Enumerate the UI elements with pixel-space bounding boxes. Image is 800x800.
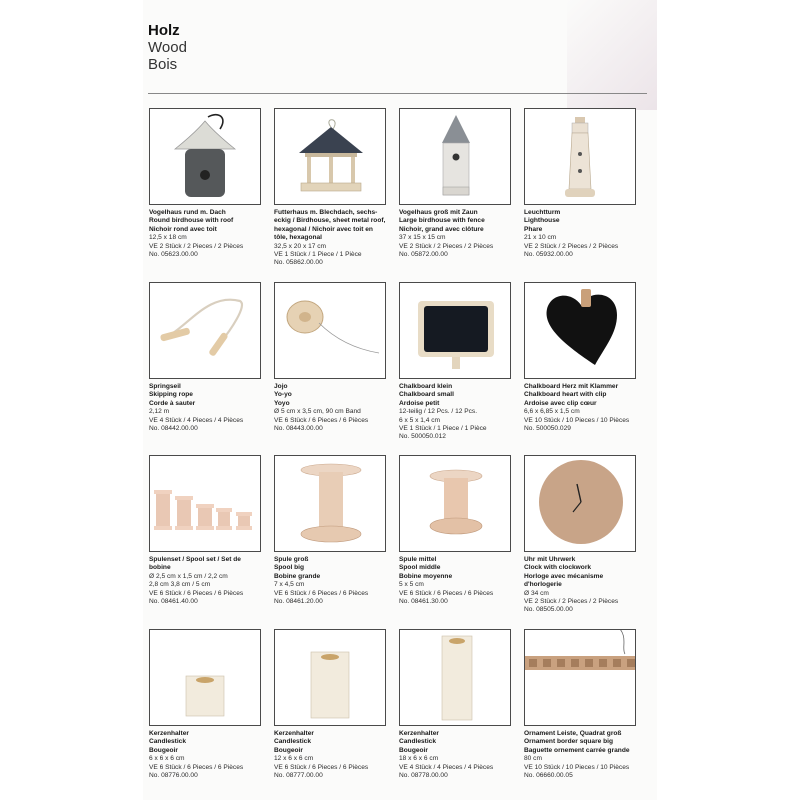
product-number: No. 08778.00.00 [399, 772, 448, 780]
product-photo [149, 629, 261, 726]
product-name-de: Kerzenhalter [399, 730, 439, 737]
product-text [399, 383, 511, 442]
product-card [399, 282, 511, 442]
product-name-en: Spool middle [399, 564, 441, 572]
title-fr: Bois [148, 56, 178, 73]
product-photo [524, 629, 636, 726]
product-photo [274, 282, 386, 379]
product-name-en: Clock with clockwork [524, 564, 592, 572]
product-card [149, 629, 261, 780]
product-text [149, 730, 261, 780]
product-detail: VE 4 Stück / 4 Pieces / 4 Pièces [399, 763, 494, 771]
product-text [524, 556, 636, 615]
product-name-fr: Horloge avec mécanisme d'horlogerie [524, 572, 604, 589]
product-detail: Ø 2,5 cm x 1,5 cm / 2,2 cm [149, 572, 228, 580]
yoyo-icon [275, 283, 386, 379]
product-name-de: Kerzenhalter [274, 730, 314, 737]
product-detail: 2,12 m [149, 408, 170, 416]
product-name-de: Vogelhaus rund m. Dach [149, 209, 226, 216]
product-name-de: Jojo [274, 383, 288, 390]
product-card [274, 108, 386, 268]
product-text [524, 209, 636, 259]
product-detail: VE 2 Stück / 2 Pieces / 2 Pièces [524, 242, 619, 250]
product-detail: VE 6 Stück / 6 Pieces / 6 Pièces [149, 763, 244, 771]
product-name-fr: Bougeoir [149, 746, 178, 754]
product-photo [524, 282, 636, 379]
product-name-fr: Baguette ornement carrée grande [524, 746, 630, 754]
product-name-fr: Bougeoir [399, 746, 428, 754]
product-detail: VE 6 Stück / 6 Pieces / 6 Pièces [274, 763, 369, 771]
skipping-rope-icon [150, 283, 261, 379]
product-name-fr: Bobine grande [274, 572, 321, 580]
product-name-en: Candlestick [274, 738, 312, 746]
spool-set-icon [150, 456, 261, 552]
product-detail: Ø 5 cm x 3,5 cm, 90 cm Band [274, 408, 361, 416]
product-name-fr: Nichoir rond avec toit [149, 225, 217, 233]
product-name-en: Yo-yo [274, 391, 292, 399]
ornament-border-icon [525, 630, 636, 726]
product-detail: VE 2 Stück / 2 Pieces / 2 Pièces [149, 242, 244, 250]
product-detail: Ø 34 cm [524, 589, 549, 597]
product-number: No. 05623.00.00 [149, 251, 198, 259]
product-text [274, 383, 386, 433]
product-detail: 5 x 5 cm [399, 581, 424, 589]
product-detail: VE 1 Stück / 1 Piece / 1 Pièce [274, 251, 362, 259]
product-detail: VE 10 Stück / 10 Pieces / 10 Pièces [524, 763, 630, 771]
product-detail: VE 6 Stück / 6 Pieces / 6 Pièces [274, 416, 369, 424]
product-number: No. 08505.00.00 [524, 606, 573, 614]
product-photo [399, 108, 511, 205]
product-number: No. 500050.029 [524, 425, 571, 433]
product-photo [274, 455, 386, 552]
product-name-en: Chalkboard small [399, 391, 454, 399]
product-number: No. 500050.012 [399, 433, 446, 441]
product-number: No. 08443.00.00 [274, 425, 323, 433]
big-spool-icon [275, 456, 386, 552]
product-name-fr: Bobine moyenne [399, 572, 453, 580]
product-name-de: Ornament Leiste, Quadrat groß [524, 730, 622, 737]
product-photo [274, 108, 386, 205]
product-card [149, 455, 261, 606]
product-name-fr: Phare [524, 225, 543, 233]
product-photo [524, 108, 636, 205]
product-name-de: Springseil [149, 383, 181, 390]
product-card [524, 282, 636, 433]
product-text [399, 730, 511, 780]
product-photo [399, 629, 511, 726]
product-name-de: Futterhaus m. Blechdach, sechs-eckig / Birdhouse, sheet metal roof, hexagonal / Nichoir avec toit en tôle, hexagonal [274, 209, 386, 242]
product-card [524, 455, 636, 615]
product-detail: VE 6 Stück / 6 Pieces / 6 Pièces [274, 589, 369, 597]
product-name-fr: Corde à sauter [149, 399, 196, 407]
product-detail: VE 6 Stück / 6 Pieces / 6 Pièces [149, 589, 244, 597]
product-name-en: Candlestick [149, 738, 187, 746]
product-detail: 21 x 10 cm [524, 234, 557, 242]
product-text [149, 556, 261, 606]
heart-chalkboard-icon [525, 283, 636, 379]
product-text [149, 209, 261, 259]
product-number: No. 05862.00.00 [274, 259, 323, 267]
product-name-en: Candlestick [399, 738, 437, 746]
product-card [274, 282, 386, 433]
chalkboard-icon [400, 283, 511, 379]
product-name-en: Round birdhouse with roof [149, 217, 234, 225]
product-photo [399, 282, 511, 379]
product-number: No. 08776.00.00 [149, 772, 198, 780]
product-photo [149, 455, 261, 552]
product-name-en: Chalkboard heart with clip [524, 391, 607, 399]
product-name-de: Chalkboard klein [399, 383, 453, 390]
product-number: No. 08461.30.00 [399, 598, 448, 606]
product-name-de: Kerzenhalter [149, 730, 189, 737]
product-name-en: Large birdhouse with fence [399, 217, 485, 225]
product-text [274, 730, 386, 780]
product-text [399, 556, 511, 606]
title-en: Wood [148, 39, 187, 56]
product-name-fr: Ardoise avec clip cœur [524, 399, 597, 407]
tall-candlestick-icon [400, 630, 511, 726]
small-candlestick-icon [150, 630, 261, 726]
product-photo [524, 455, 636, 552]
product-name-en: Spool big [274, 564, 305, 572]
title-de: Holz [148, 22, 180, 39]
product-detail: 80 cm [524, 755, 542, 763]
product-detail: 7 x 4,5 cm [274, 581, 305, 589]
product-name-de: Spulenset / Spool set / Set de bobine [149, 556, 241, 572]
product-number: No. 08777.00.00 [274, 772, 323, 780]
middle-spool-icon [400, 456, 511, 552]
product-number: No. 05932.00.00 [524, 251, 573, 259]
section-header [148, 22, 187, 73]
product-card [524, 108, 636, 259]
product-detail: 12 x 6 x 6 cm [274, 755, 314, 763]
lighthouse-icon [525, 109, 636, 205]
product-card [274, 629, 386, 780]
product-detail: 12,5 x 18 cm [149, 234, 187, 242]
product-detail: 6 x 5 x 1,4 cm [399, 416, 441, 424]
product-name-fr: Ardoise petit [399, 399, 440, 407]
product-number: No. 06660.00.05 [524, 772, 573, 780]
product-card [399, 629, 511, 780]
product-name-de: Spule mittel [399, 556, 437, 563]
product-card [524, 629, 636, 780]
product-name-fr: Bougeoir [274, 746, 303, 754]
tall-birdhouse-icon [400, 109, 511, 205]
product-detail: VE 6 Stück / 6 Pieces / 6 Pièces [399, 589, 494, 597]
product-photo [274, 629, 386, 726]
product-name-de: Uhr mit Uhrwerk [524, 556, 576, 563]
product-card [274, 455, 386, 606]
product-card [149, 282, 261, 433]
product-name-de: Leuchtturm [524, 209, 561, 216]
product-card [399, 455, 511, 606]
product-name-en: Skipping rope [149, 391, 193, 399]
product-card [149, 108, 261, 259]
product-detail: 6 x 6 x 6 cm [149, 755, 185, 763]
product-detail: 2,8 cm 3,8 cm / 5 cm [149, 581, 211, 589]
product-number: No. 08442.00.00 [149, 425, 198, 433]
product-detail: 6,6 x 6,85 x 1,5 cm [524, 408, 580, 416]
product-name-de: Chalkboard Herz mit Klammer [524, 383, 619, 390]
product-name-de: Spule groß [274, 556, 309, 563]
product-detail: 12-teilig / 12 Pcs. / 12 Pcs. [399, 408, 478, 416]
product-detail: VE 10 Stück / 10 Pieces / 10 Pièces [524, 416, 630, 424]
product-card [399, 108, 511, 259]
round-birdhouse-icon [150, 109, 261, 205]
product-name-en: Lighthouse [524, 217, 560, 225]
product-detail: 32,5 x 20 x 17 cm [274, 242, 327, 250]
product-photo [149, 108, 261, 205]
catalog-page [143, 0, 657, 800]
product-detail: VE 2 Stück / 2 Pieces / 2 Pièces [399, 242, 494, 250]
product-number: No. 05872.00.00 [399, 251, 448, 259]
product-detail: 18 x 6 x 6 cm [399, 755, 439, 763]
product-text [149, 383, 261, 433]
clock-icon [525, 456, 636, 552]
product-detail: 37 x 15 x 15 cm [399, 234, 446, 242]
product-photo [399, 455, 511, 552]
product-name-en: Ornament border square big [524, 738, 614, 746]
product-text [524, 383, 636, 433]
product-detail: VE 2 Stück / 2 Pieces / 2 Pièces [524, 598, 619, 606]
hexagonal-birdhouse-icon [275, 109, 386, 205]
product-number: No. 08461.20.00 [274, 598, 323, 606]
product-name-fr: Nichoir, grand avec clôture [399, 225, 484, 233]
product-photo [149, 282, 261, 379]
product-text [274, 209, 386, 268]
product-number: No. 08461.40.00 [149, 598, 198, 606]
product-name-de: Vogelhaus groß mit Zaun [399, 209, 478, 216]
product-text [274, 556, 386, 606]
product-detail: VE 4 Stück / 4 Pieces / 4 Pièces [149, 416, 244, 424]
product-name-fr: Yoyo [274, 399, 290, 407]
product-text [524, 730, 636, 780]
medium-candlestick-icon [275, 630, 386, 726]
product-detail: VE 1 Stück / 1 Piece / 1 Pièce [399, 425, 487, 433]
header-divider [148, 93, 647, 94]
product-text [399, 209, 511, 259]
